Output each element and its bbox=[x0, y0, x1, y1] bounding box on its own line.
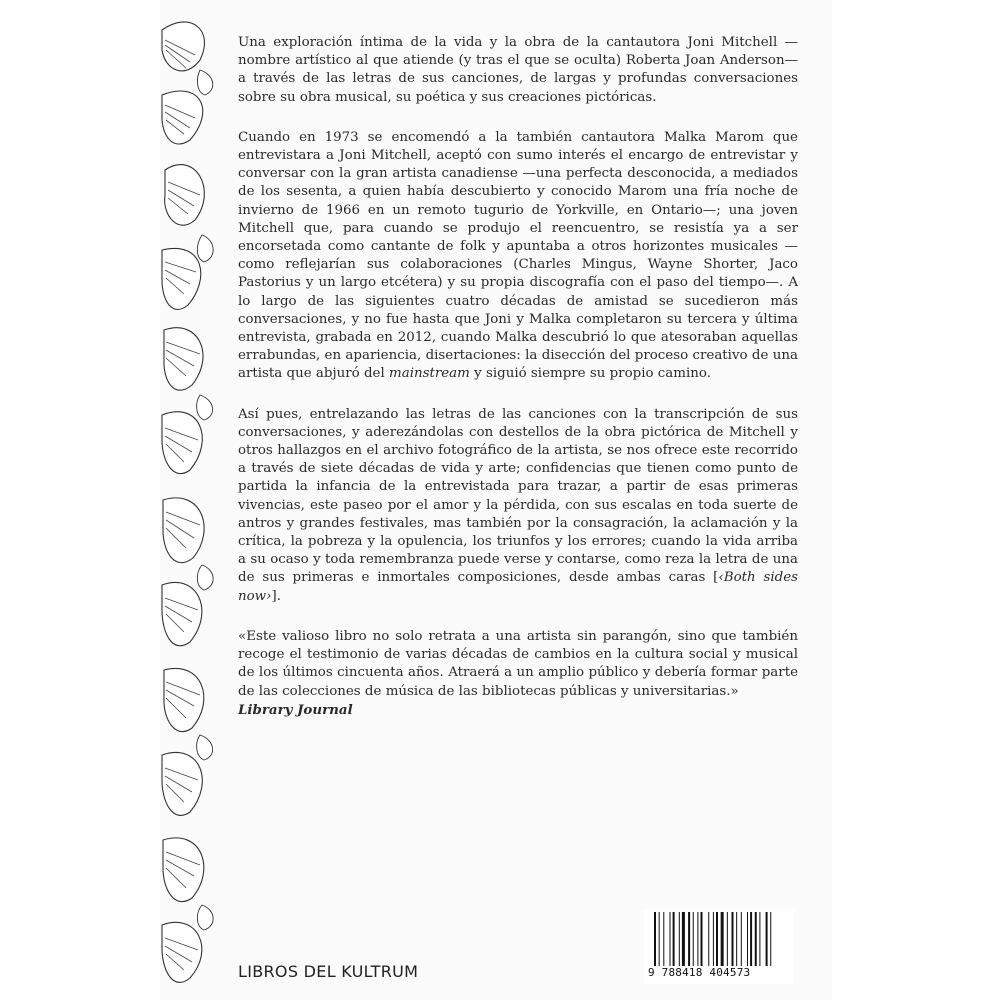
barcode-icon bbox=[654, 912, 792, 966]
barcode-block bbox=[644, 910, 794, 984]
paragraph-intro: Una exploración íntima de la vida y la obra de la cantautora Joni Mitchell —nombre artístico al que atiende (y tras el que se oculta) Roberta Joan Anderson— a través de las letras de sus canciones, de largas y profundas conversaciones sobre su obra musical, su poética y sus creaciones pictóricas. bbox=[238, 35, 798, 105]
paragraph-summary-body: Así pues, entrelazando las letras de las canciones con la transcripción de sus conversaciones, y aderezándolas con destellos de la obra pictórica de Mitchell y otros hallazgos en el archivo fotográfico de la artista, se nos ofrece este recorrido a través de siete décadas de vida y arte; confidencias que tienen como punto de partida la infancia de la entrevistada para trazar, a partir de esas primeras vivencias, este paseo por el amor y la pérdida, con sus escalas en toda suerte de antros y grandes festivales, mas también por la consagración, la aclamación y la crítica, la pobreza y la opulencia, los triunfos y los errores; cuando la vida arriba a su ocaso y toda remembranza puede verse y contarse, como reza la letra de una de sus primeras e inmortales composiciones, desde ambas caras [ bbox=[238, 406, 798, 586]
italic-song-title: ‹Both sides now› bbox=[238, 570, 799, 604]
paragraph-history bbox=[238, 129, 798, 384]
publisher-name: LIBROS DEL KULTRUM bbox=[238, 962, 419, 981]
paragraph-summary bbox=[238, 406, 798, 606]
quote-source: Library Journal bbox=[238, 701, 353, 718]
paragraph-summary-end: ]. bbox=[271, 588, 281, 604]
italic-mainstream: mainstream bbox=[389, 366, 470, 382]
paragraph-history-body: Cuando en 1973 se encomendó a la también cantautora Malka Marom que entrevistara a Joni Mitchell, aceptó con sumo interés el encargo de entrevistar y conversar con la gran artista canadiense —una perfecta desconocida, a mediados de los sesenta, a quien había descubierto y conocido Marom una fría noche de invierno de 1966 en un remoto tugurio de Yorkville, en Ontario—; una joven Mitchell que, para cuando se produjo el reencuentro, se resistía ya a ser encorsetada como cantante de folk y apuntaba a otros horizontes musicales —como reflejarían sus colaboraciones (Charles Mingus, Wayne Shorter, Jaco Pastorius y un largo etcétera) y su propia discografía con el paso del tiempo—. A lo largo de las siguientes cuatro décadas de amistad se sucedieron más conversaciones, y no fue hasta que Joni y Malka completaron su tercera y última entrevista, grabada en 2012, cuando Malka descubrió lo que atesoraban aquellas errabundas, en apariencia, disertaciones: la disección del proceso creativo de una artista que abjuró del bbox=[238, 129, 798, 382]
review-quote-text: «Este valioso libro no solo retrata a una artista sin parangón, sino que también recoge el testimonio de varias décadas de cambios en la cultura social y musical de los últimos cincuenta años. Atraerá a un amplio público y debería formar parte de las colecciones de música de las bibliotecas públicas y universitarias.» bbox=[238, 628, 798, 699]
book-back-cover bbox=[160, 0, 832, 1000]
floral-border-icon bbox=[160, 0, 218, 1000]
back-cover-text bbox=[238, 34, 798, 741]
isbn-number: 9 788418 404573 bbox=[648, 966, 751, 979]
review-quote bbox=[238, 628, 798, 719]
paragraph-history-end: y siguió siempre su propio camino. bbox=[474, 366, 711, 382]
